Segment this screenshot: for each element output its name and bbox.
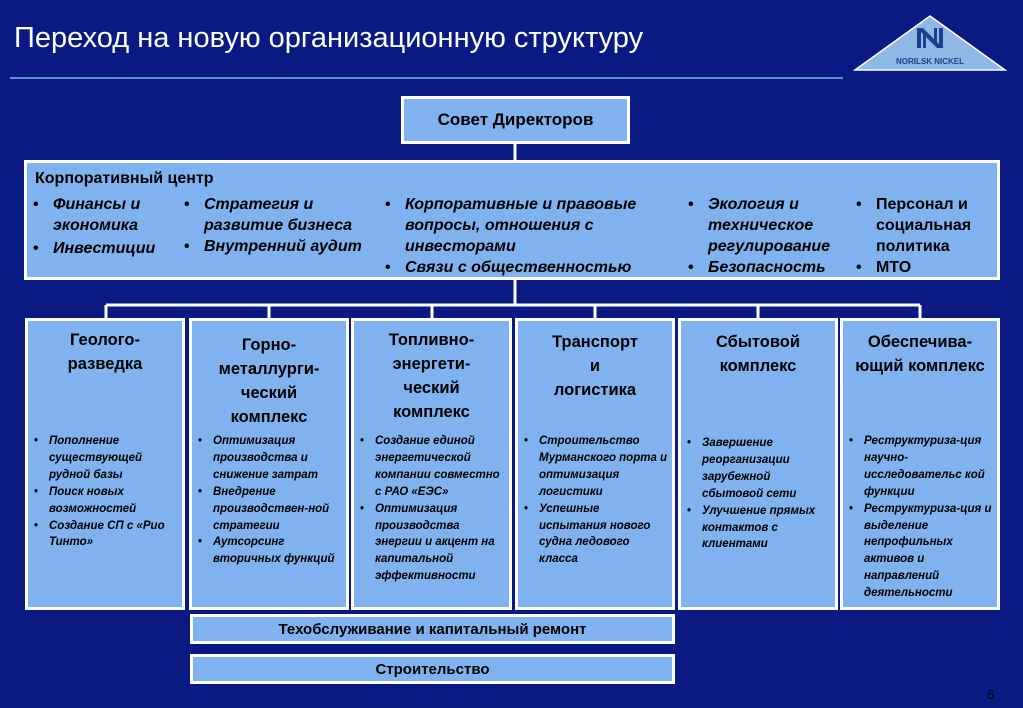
unit-title: Топливно-энергети-ческий комплекс [388,331,475,421]
corporate-item: • МТО [856,259,912,276]
bullet-icon: • [34,519,39,532]
unit-items [849,433,993,602]
unit-item: • Строительство Мурманского порта и оптимизация логистики [524,433,668,501]
bullet-icon: • [524,502,529,515]
page-number: 6 [987,687,995,702]
unit-title: Обеспечива-ющий комплекс [855,333,985,375]
logo-text: NORILSK NICKEL [896,57,964,66]
page-title: Переход на новую организационную структуру [14,22,644,54]
unit-transport-logistics [515,318,675,610]
corporate-item: • Инвестиции [33,240,156,257]
corporate-item: • Связи с общественностью [385,259,632,276]
corporate-item: • Корпоративные и правовые вопросы, отношения с инвесторами [385,196,637,255]
corporate-column-5 [856,194,996,278]
unit-sales [678,318,838,610]
bullet-icon: • [184,238,190,255]
bullet-icon: • [856,196,862,213]
corporate-item: • Безопасность [688,259,826,276]
unit-item: • Завершение реорганизации зарубежной сбытовой сети [687,435,831,503]
bullet-icon: • [688,196,694,213]
unit-item: • Реструктуриза-ция научно-исследовательс кой функции [849,433,993,501]
unit-fuel-energy [351,318,512,610]
corporate-item: • Персонал и социальная политика [856,196,972,255]
unit-title: Сбытовой комплекс [715,333,801,375]
unit-mining-metallurgical [189,318,349,610]
board-of-directors-box: Совет Директоров [401,96,630,144]
bullet-icon: • [524,435,529,447]
corporate-center-box [24,160,1000,280]
corporate-column-4 [688,194,868,278]
unit-items [198,433,342,568]
corporate-center-title: Корпоративный центр [35,170,214,187]
unit-item: • Поиск новых возможностей [34,484,178,518]
bullet-icon: • [849,502,854,515]
unit-item: • Оптимизация производства и снижение затрат [198,433,342,484]
bullet-icon: • [856,259,862,276]
bullet-icon: • [198,536,203,549]
unit-item: • Создание СП с «Рио Тинто» [34,518,178,552]
unit-item: • Оптимизация производства энергии и акцент на капитальной эффективности [360,501,505,586]
unit-item: • Пополнение существующей рудной базы [34,433,178,484]
construction-box: Строительство [190,654,675,684]
unit-geological-exploration [25,318,185,610]
unit-items [524,433,668,568]
unit-items [360,433,505,585]
corporate-item: • Экология и техническое регулирование [688,196,831,255]
corporate-column-3 [385,194,697,278]
bullet-icon: • [198,435,203,447]
maintenance-box: Техобслуживание и капитальный ремонт [190,614,675,644]
corporate-column-2 [184,194,389,257]
bullet-icon: • [33,196,39,213]
unit-items [687,435,831,553]
bullet-icon: • [33,240,39,257]
unit-item: • Создание единой энергетической компании совместно с РАО «ЕЭС» [360,433,505,501]
bullet-icon: • [385,259,391,276]
unit-support [840,318,1000,610]
bullet-icon: • [360,502,365,515]
bullet-icon: • [34,435,39,447]
bullet-icon: • [687,504,692,517]
unit-item: • Внедрение производствен-ной стратегии [198,484,342,535]
corporate-item: • Финансы и экономика [33,196,141,234]
bullet-icon: • [34,485,39,498]
bullet-icon: • [184,196,190,213]
unit-items [34,433,178,551]
unit-title: Горно-металлурги-ческий комплекс [218,336,320,426]
corporate-item: • Стратегия и развитие бизнеса [184,196,353,234]
bullet-icon: • [385,196,391,213]
unit-title: Геолого-разведка [67,331,143,373]
bullet-icon: • [198,485,203,498]
bullet-icon: • [687,437,692,449]
bullet-icon: • [688,259,694,276]
unit-item: • Реструктуриза-ция и выделение непрофильных активов и направлений деятельности [849,501,993,602]
bullet-icon: • [360,435,365,447]
corporate-item: • Внутренний аудит [184,238,362,255]
unit-item: • Успешные испытания нового судна ледового класса [524,501,668,569]
bullet-icon: • [849,435,854,447]
corporate-column-1 [33,194,193,259]
unit-title: Транспорт и логистика [552,333,638,399]
unit-item: • Улучшение прямых контактов с клиентами [687,503,831,554]
unit-item: • Аутсорсинг вторичных функций [198,534,342,568]
